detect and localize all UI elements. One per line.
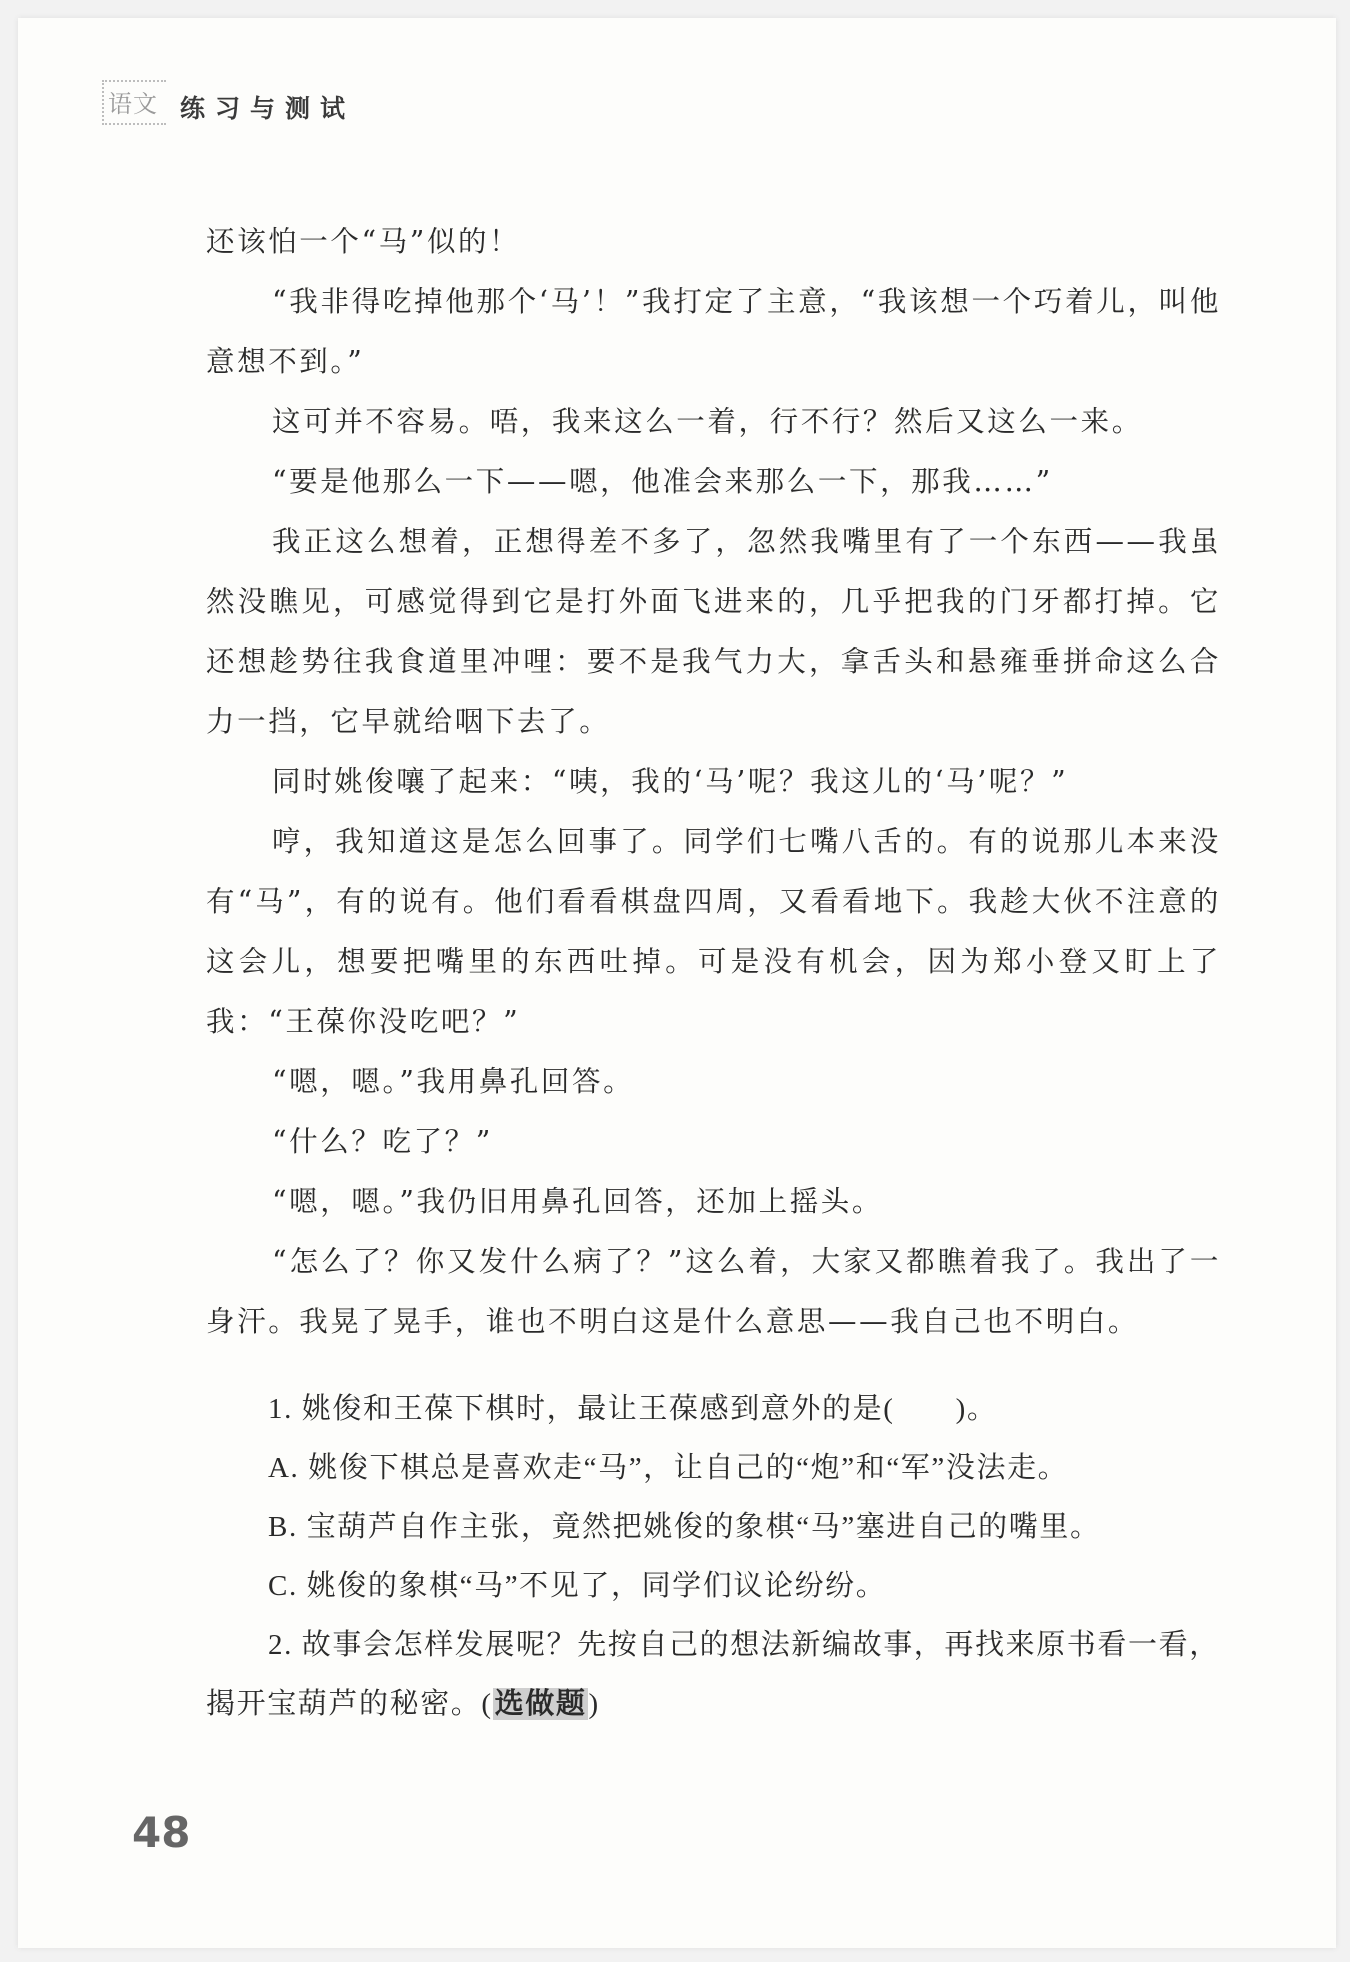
question-2	[206, 1616, 1221, 1734]
subject-label: 语文	[102, 80, 166, 125]
question-1-option-b: B. 宝葫芦自作主张，竟然把姚俊的象棋“马”塞进自己的嘴里。	[268, 1511, 1101, 1543]
page-header	[102, 82, 355, 122]
passage-paragraph: 同时姚俊嚷了起来：“咦，我的‘马’呢？我这儿的‘马’呢？”	[272, 765, 1069, 798]
book-title: 练习与测试	[180, 94, 356, 123]
passage-paragraph: “嗯，嗯。”我用鼻孔回答。	[272, 1065, 635, 1098]
passage-paragraph: 哼，我知道这是怎么回事了。同学们七嘴八舌的。有的说那儿本来没有“马”，有的说有。他们看看棋盘四周，又看看地下。我趁大伙不注意的这会儿，想要把嘴里的东西吐掉。可是没有机会，因为郑小登又盯上了我：“王葆你没吃吧？”	[206, 825, 1221, 1038]
passage-paragraph: “什么？吃了？”	[272, 1125, 493, 1158]
question-1-option-a: A. 姚俊下棋总是喜欢走“马”，让自己的“炮”和“军”没法走。	[268, 1452, 1069, 1484]
passage-paragraph: “怎么了？你又发什么病了？”这么着，大家又都瞧着我了。我出了一身汗。我晃了晃手，谁也不明白这是什么意思——我自己也不明白。	[206, 1245, 1221, 1338]
passage-paragraph: “嗯，嗯。”我仍旧用鼻孔回答，还加上摇头。	[272, 1185, 883, 1218]
passage-paragraph: 还该怕一个“马”似的！	[206, 225, 521, 258]
exercise-questions	[206, 1380, 1221, 1734]
question-1: 1. 姚俊和王葆下棋时，最让王葆感到意外的是( )。	[268, 1393, 998, 1425]
passage-paragraph: “要是他那么一下——嗯，他准会来那么一下，那我……”	[272, 465, 1053, 498]
question-2-text: 2. 故事会怎样发展呢？先按自己的想法新编故事，再找来原书看一看，揭开宝葫芦的秘密。(	[206, 1629, 1220, 1720]
passage-paragraph: “我非得吃掉他那个‘马’！”我打定了主意，“我该想一个巧着儿，叫他意想不到。”	[206, 285, 1221, 378]
optional-task-badge: 选做题	[494, 1688, 587, 1720]
question-1-option-c: C. 姚俊的象棋“马”不见了，同学们议论纷纷。	[268, 1570, 887, 1602]
workbook-page	[18, 18, 1336, 1948]
passage-paragraph: 这可并不容易。唔，我来这么一着，行不行？然后又这么一来。	[272, 405, 1143, 438]
reading-passage	[206, 212, 1221, 1734]
question-2-close: )	[588, 1688, 600, 1720]
passage-paragraph: 我正这么想着，正想得差不多了，忽然我嘴里有了一个东西——我虽然没瞧见，可感觉得到它是打外面飞进来的，几乎把我的门牙都打掉。它还想趁势往我食道里冲哩：要不是我气力大，拿舌头和悬雍垂拼命这么合力一挡，它早就给咽下去了。	[206, 525, 1221, 738]
page-number: 48	[132, 1808, 191, 1857]
